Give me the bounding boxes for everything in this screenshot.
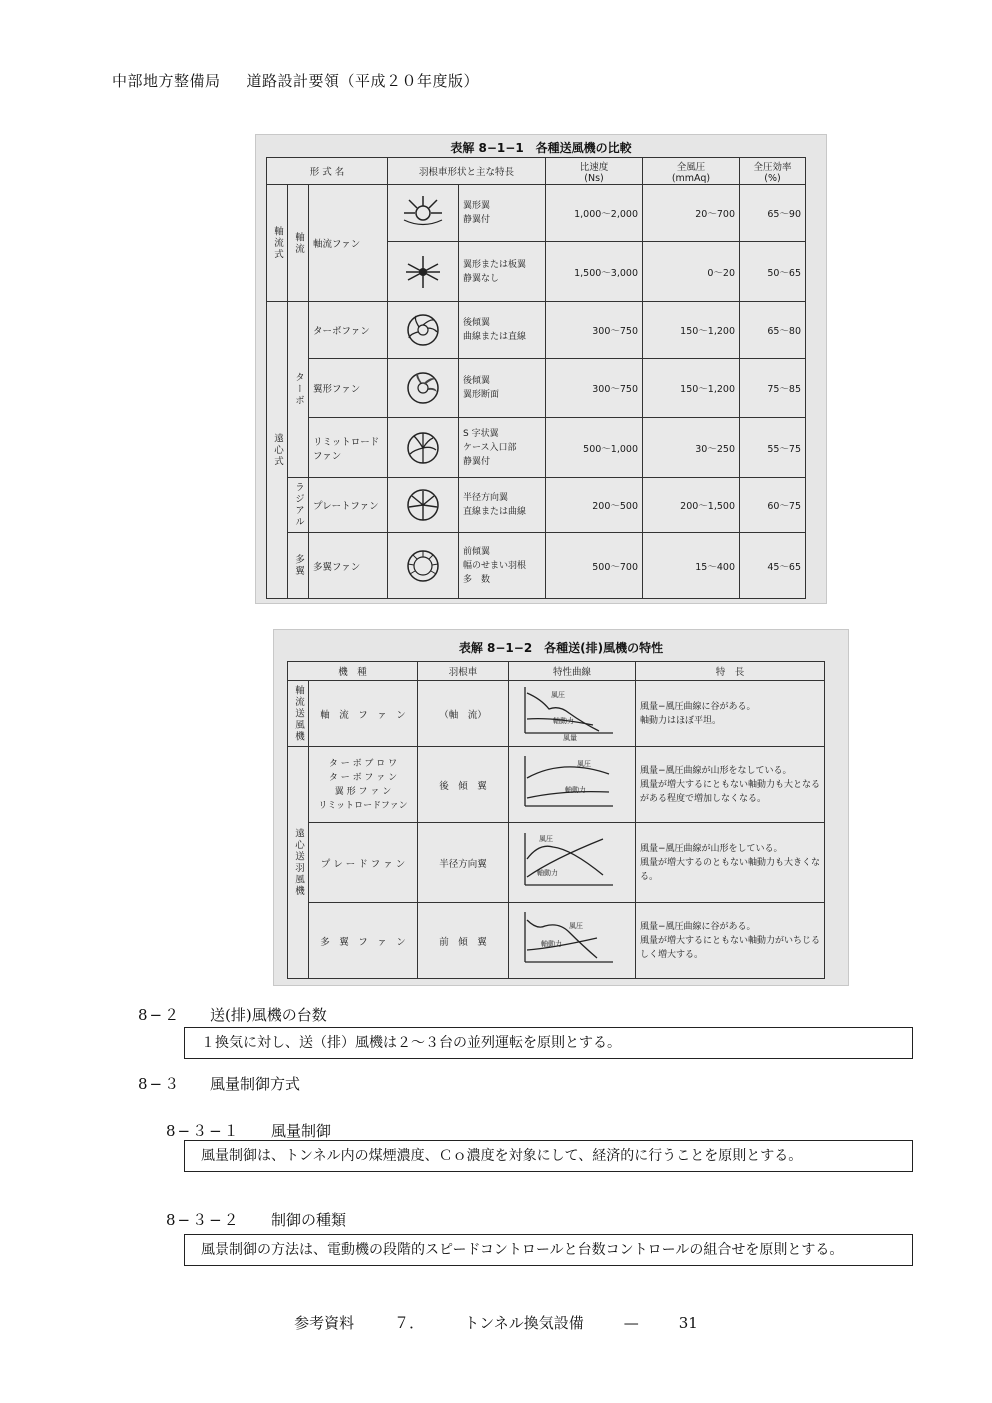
row-feature: 風量−風圧曲線に谷がある。 軸動力はほぼ平坦。 bbox=[636, 681, 825, 747]
table-row bbox=[288, 903, 825, 979]
col-impeller: 羽根車形状と主な特長 bbox=[388, 158, 546, 185]
row-pressure: 150〜1,200 bbox=[643, 302, 740, 359]
row-features: 翼形翼 静翼付 bbox=[459, 185, 546, 242]
section-title: 制御の種類 bbox=[271, 1211, 347, 1229]
table1-title: 表解 8−1−1 各種送風機の比較 bbox=[450, 141, 632, 155]
row-feature: 風量−風圧曲線が山形をなしている。 風量が増大するにともない軸動力も大となるがある程度で増加しなくなる。 bbox=[636, 747, 825, 823]
row-impeller: 後 傾 翼 bbox=[418, 747, 509, 823]
row-ns: 200〜500 bbox=[546, 478, 643, 533]
row-ns: 500〜700 bbox=[546, 533, 643, 599]
section-8-3-2-box: 風景制御の方法は、電動機の段階的スピードコントロールと台数コントロールの組合せを原則とする。 bbox=[184, 1234, 913, 1266]
fan-axial-plain-icon bbox=[388, 242, 459, 302]
table-row bbox=[288, 681, 825, 747]
plate-curve-graph bbox=[509, 823, 636, 903]
section-title: 風量制御方式 bbox=[210, 1075, 301, 1093]
section-number: 8−３−１ bbox=[166, 1122, 241, 1140]
row-feature: 風量−風圧曲線に谷がある。 風量が増大するにともない軸動力がいちじるしく増大する。 bbox=[636, 903, 825, 979]
fan-turbo-icon bbox=[388, 302, 459, 359]
section-8-3-2-heading bbox=[166, 1209, 346, 1230]
row-features: S 字状翼 ケース入口部 静翼付 bbox=[459, 418, 546, 478]
row-efficiency: 75〜85 bbox=[740, 359, 806, 418]
row-impeller: （軸 流） bbox=[418, 681, 509, 747]
row-pressure: 200〜1,500 bbox=[643, 478, 740, 533]
header-org: 中部地方整備局 bbox=[112, 72, 221, 90]
group-centrifugal: 遠心送羽風機 bbox=[288, 747, 309, 979]
section-number: 8−３ bbox=[138, 1075, 182, 1093]
section-number: 8−２ bbox=[138, 1006, 182, 1024]
row-name: プレートファン bbox=[309, 478, 388, 533]
section-8-2-heading bbox=[138, 1004, 327, 1025]
row-efficiency: 65〜80 bbox=[740, 302, 806, 359]
curve-label-power: 軸動力 bbox=[553, 717, 574, 725]
row-features: 後傾翼 曲線または直線 bbox=[459, 302, 546, 359]
header-doc: 道路設計要領（平成２０年度版） bbox=[246, 72, 480, 90]
row-kind: 多 翼 フ ァ ン bbox=[309, 903, 418, 979]
section-title: 風量制御 bbox=[271, 1122, 332, 1140]
footer-ref: 参考資料 bbox=[294, 1314, 355, 1332]
table-row bbox=[267, 478, 806, 533]
col-type-name: 形 式 名 bbox=[267, 158, 388, 185]
row-efficiency: 45〜65 bbox=[740, 533, 806, 599]
footer-chapter: ７． bbox=[394, 1314, 425, 1332]
table-row bbox=[267, 185, 806, 242]
row-impeller: 半径方向翼 bbox=[418, 823, 509, 903]
row-feature: 風量−風圧曲線が山形をしている。 風量が増大するのともない軸動力も大きくなる。 bbox=[636, 823, 825, 903]
fan-limit-load-icon bbox=[388, 418, 459, 478]
table-row bbox=[267, 359, 806, 418]
row-efficiency: 50〜65 bbox=[740, 242, 806, 302]
row-name: ターボファン bbox=[309, 302, 388, 359]
curve-label-power: 軸動力 bbox=[537, 869, 558, 877]
page-footer bbox=[0, 1312, 992, 1333]
table-row bbox=[267, 302, 806, 359]
row-efficiency: 60〜75 bbox=[740, 478, 806, 533]
row-name: 多翼ファン bbox=[309, 533, 388, 599]
col-kind: 機 種 bbox=[288, 662, 418, 681]
table2-header-row bbox=[288, 662, 825, 681]
row-ns: 500〜1,000 bbox=[546, 418, 643, 478]
group-centrifugal: 遠心式 bbox=[267, 302, 288, 599]
row-pressure: 20〜700 bbox=[643, 185, 740, 242]
table-row bbox=[267, 533, 806, 599]
row-ns: 300〜750 bbox=[546, 359, 643, 418]
row-pressure: 150〜1,200 bbox=[643, 359, 740, 418]
row-pressure: 30〜250 bbox=[643, 418, 740, 478]
group-axial-sub: 軸流 bbox=[288, 185, 309, 302]
row-features: 前傾翼 幅のせまい羽根 多 数 bbox=[459, 533, 546, 599]
table1-header-row bbox=[267, 158, 806, 185]
group-axial: 軸流送風機 bbox=[288, 681, 309, 747]
row-kind: タ ー ボ ブ ロ ワ タ ー ボ フ ァ ン 翼 形 フ ァ ン リミットロードファン bbox=[309, 747, 418, 823]
row-pressure: 0〜20 bbox=[643, 242, 740, 302]
curve-label-pressure: 風圧 bbox=[551, 691, 565, 699]
page-header bbox=[112, 70, 479, 91]
section-8-3-1-box: 風量制御は、トンネル内の煤煙濃度、Ｃｏ濃度を対象にして、経済的に行うことを原則とする。 bbox=[184, 1140, 913, 1172]
row-features: 後傾翼 翼形断面 bbox=[459, 359, 546, 418]
page-number: 31 bbox=[678, 1314, 698, 1332]
group-axial: 軸流式 bbox=[267, 185, 288, 302]
fan-characteristics-figure bbox=[273, 629, 849, 986]
curve-label-flow: 風量 bbox=[563, 734, 577, 741]
fan-multiblade-icon bbox=[388, 533, 459, 599]
table-row bbox=[288, 747, 825, 823]
section-title: 送(排)風機の台数 bbox=[210, 1006, 327, 1024]
curve-label-pressure: 風圧 bbox=[539, 835, 553, 843]
row-ns: 300〜750 bbox=[546, 302, 643, 359]
fan-comparison-table bbox=[266, 157, 806, 599]
curve-label-pressure: 風圧 bbox=[577, 760, 591, 768]
table2-title: 表解 8−1−2 各種送(排)風機の特性 bbox=[458, 641, 664, 655]
fan-plate-icon bbox=[388, 478, 459, 533]
footer-title: トンネル換気設備 bbox=[464, 1314, 584, 1332]
curve-label-power: 軸動力 bbox=[541, 940, 562, 948]
section-8-3-1-heading bbox=[166, 1120, 331, 1141]
table-row bbox=[288, 823, 825, 903]
row-impeller: 前 傾 翼 bbox=[418, 903, 509, 979]
group-turbo: ターボ bbox=[288, 302, 309, 478]
row-pressure: 15〜400 bbox=[643, 533, 740, 599]
row-name: リミットロード ファン bbox=[309, 418, 388, 478]
row-efficiency: 55〜75 bbox=[740, 418, 806, 478]
fan-airfoil-icon bbox=[388, 359, 459, 418]
fan-axial-vaned-icon bbox=[388, 185, 459, 242]
col-feature: 特 長 bbox=[636, 662, 825, 681]
col-ns: 比速度 (Ns) bbox=[546, 158, 643, 185]
row-kind: 軸 流 フ ァ ン bbox=[309, 681, 418, 747]
col-pressure: 全風圧 (mmAq) bbox=[643, 158, 740, 185]
row-name: 軸流ファン bbox=[309, 185, 388, 302]
curve-label-pressure: 風圧 bbox=[569, 922, 583, 930]
footer-dash: — bbox=[623, 1314, 639, 1332]
row-efficiency: 65〜90 bbox=[740, 185, 806, 242]
col-efficiency: 全圧効率 (%) bbox=[740, 158, 806, 185]
row-features: 翼形または板翼 静翼なし bbox=[459, 242, 546, 302]
fan-comparison-figure bbox=[255, 134, 827, 604]
axial-curve-graph bbox=[509, 681, 636, 747]
group-multi: 多翼 bbox=[288, 533, 309, 599]
row-kind: プ レ ー ド フ ァ ン bbox=[309, 823, 418, 903]
multiblade-curve-graph bbox=[509, 903, 636, 979]
fan-characteristics-table bbox=[287, 661, 825, 979]
section-8-3-heading bbox=[138, 1073, 300, 1094]
row-ns: 1,000〜2,000 bbox=[546, 185, 643, 242]
row-ns: 1,500〜3,000 bbox=[546, 242, 643, 302]
row-features: 半径方向翼 直線または曲線 bbox=[459, 478, 546, 533]
section-number: 8−３−２ bbox=[166, 1211, 241, 1229]
row-name: 翼形ファン bbox=[309, 359, 388, 418]
group-radial: ラジアル bbox=[288, 478, 309, 533]
table-row bbox=[267, 418, 806, 478]
curve-label-power: 軸動力 bbox=[565, 786, 586, 794]
section-8-2-box: １換気に対し、送（排）風機は２〜３台の並列運転を原則とする。 bbox=[184, 1027, 913, 1059]
col-impeller: 羽根車 bbox=[418, 662, 509, 681]
col-curve: 特性曲線 bbox=[509, 662, 636, 681]
turbo-curve-graph bbox=[509, 747, 636, 823]
